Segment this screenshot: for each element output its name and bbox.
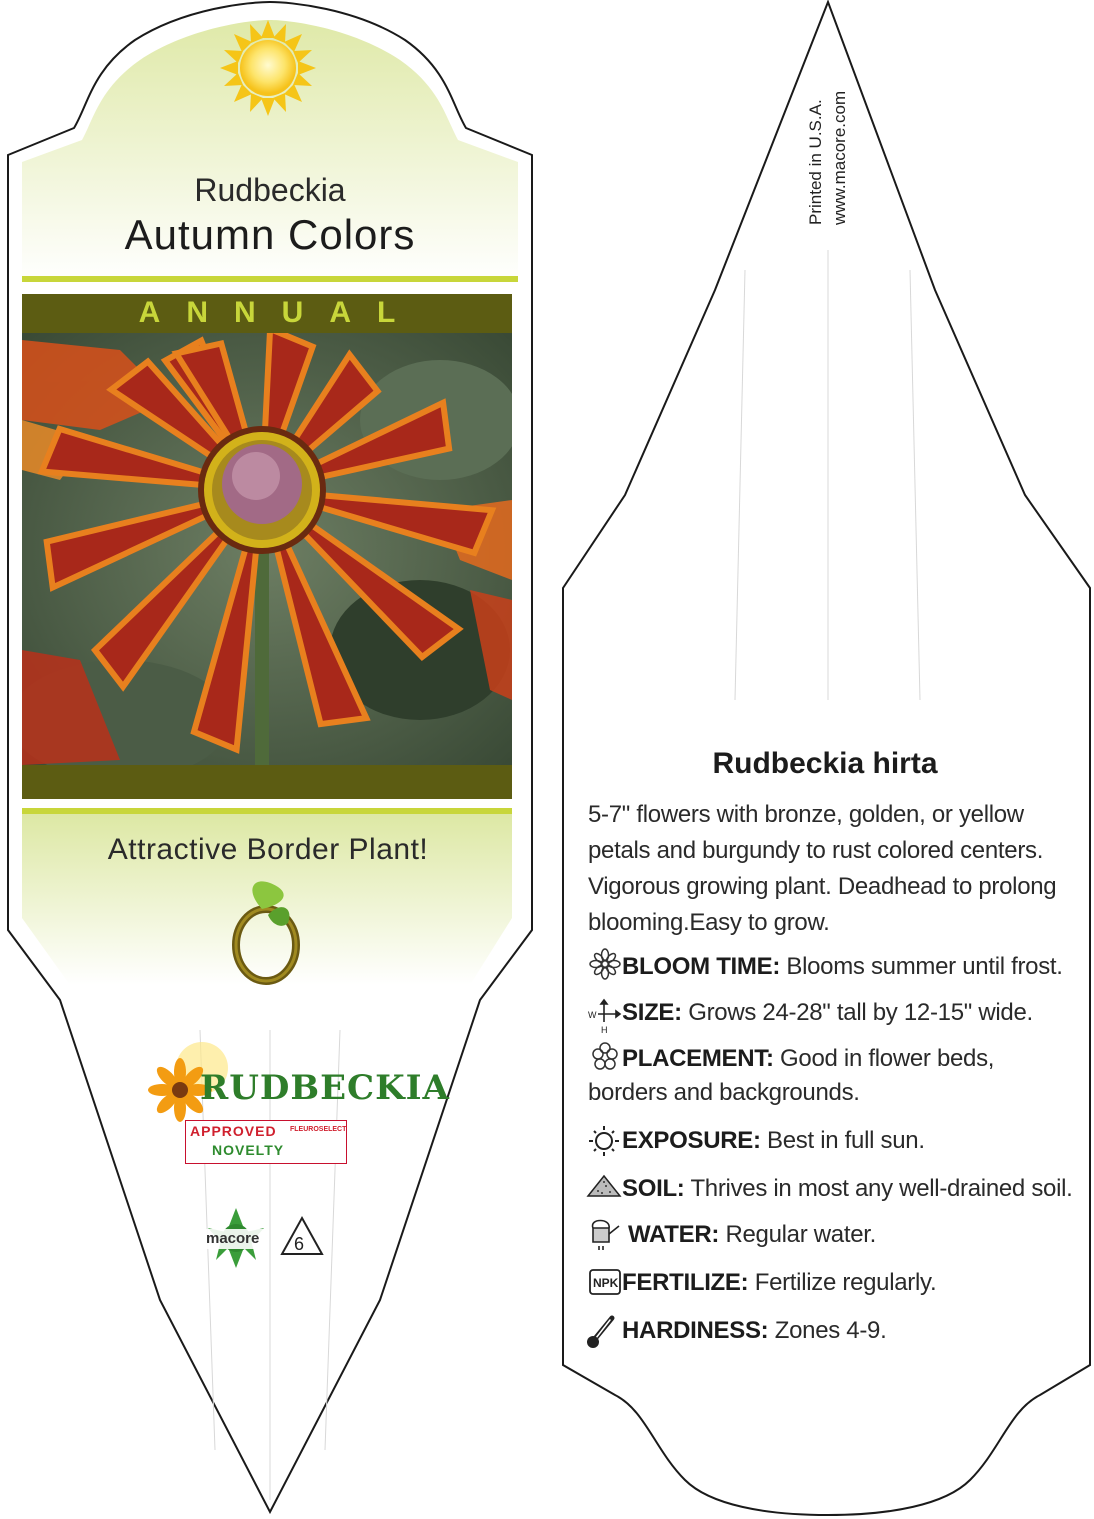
attr-value: Regular water. <box>725 1221 876 1248</box>
attr-label: WATER: <box>628 1221 720 1248</box>
attr-label: EXPOSURE: <box>622 1127 761 1154</box>
front-variety-name: Autumn Colors <box>124 211 416 258</box>
maker-name: macore <box>206 1230 260 1247</box>
attr-label: PLACEMENT: <box>622 1045 774 1072</box>
award-line2: NOVELTY <box>212 1142 285 1158</box>
attr-value: Zones 4-9. <box>774 1317 887 1344</box>
botanical-name: Rudbeckia hirta <box>712 747 938 780</box>
award-line1: APPROVED <box>190 1123 277 1139</box>
printed-in: Printed in U.S.A. <box>806 99 825 225</box>
attr-placement <box>588 1042 1078 1110</box>
front-top-rule <box>22 276 518 282</box>
svg-text:W: W <box>588 1010 597 1020</box>
tagline: Attractive Border Plant! <box>107 833 429 866</box>
attr-size <box>588 996 1078 1030</box>
attr-value: Best in full sun. <box>767 1127 925 1154</box>
attr-value: Blooms summer until frost. <box>786 953 1063 980</box>
attr-label: FERTILIZE: <box>622 1269 749 1296</box>
front-genus: Rudbeckia <box>194 172 346 208</box>
sun-logo <box>220 20 316 116</box>
website: www.macore.com <box>830 90 849 225</box>
svg-text:H: H <box>601 1025 608 1035</box>
attr-value: Thrives in most any well-drained soil. <box>690 1175 1073 1202</box>
flower-photo <box>10 329 520 780</box>
award-org: FLEUROSELECT <box>290 1126 347 1133</box>
attr-water <box>588 1218 1078 1252</box>
attr-soil <box>588 1172 1078 1206</box>
attr-value: Grows 24-28" tall by 12-15" wide. <box>688 999 1033 1026</box>
recycle-code: 6 <box>294 1234 305 1254</box>
attr-value: Fertilize regularly. <box>754 1269 937 1296</box>
attr-label: HARDINESS: <box>622 1317 769 1344</box>
svg-text:NPK: NPK <box>593 1276 619 1290</box>
attr-exposure <box>588 1124 1078 1158</box>
plant-type-label: ANNUAL <box>138 296 422 329</box>
attr-label: BLOOM TIME: <box>622 953 781 980</box>
attr-bloom-time <box>588 950 1078 984</box>
description: 5-7" flowers with bronze, golden, or yellow petals and burgundy to rust colored centers. Vigorous growing plant. Deadhead to prolong blooming.Easy to grow. <box>588 801 1057 936</box>
photo-bottom-band <box>22 765 512 799</box>
attr-label: SOIL: <box>622 1175 685 1202</box>
attr-fertilize <box>588 1266 1078 1300</box>
brand-wordmark: RUDBECKIA <box>200 1068 450 1108</box>
front-bottom-rule <box>22 808 512 814</box>
attr-label: SIZE: <box>622 999 682 1026</box>
attr-hardiness <box>588 1314 1078 1348</box>
attr-value: Good in flower beds, borders and backgrounds. <box>588 1045 995 1106</box>
